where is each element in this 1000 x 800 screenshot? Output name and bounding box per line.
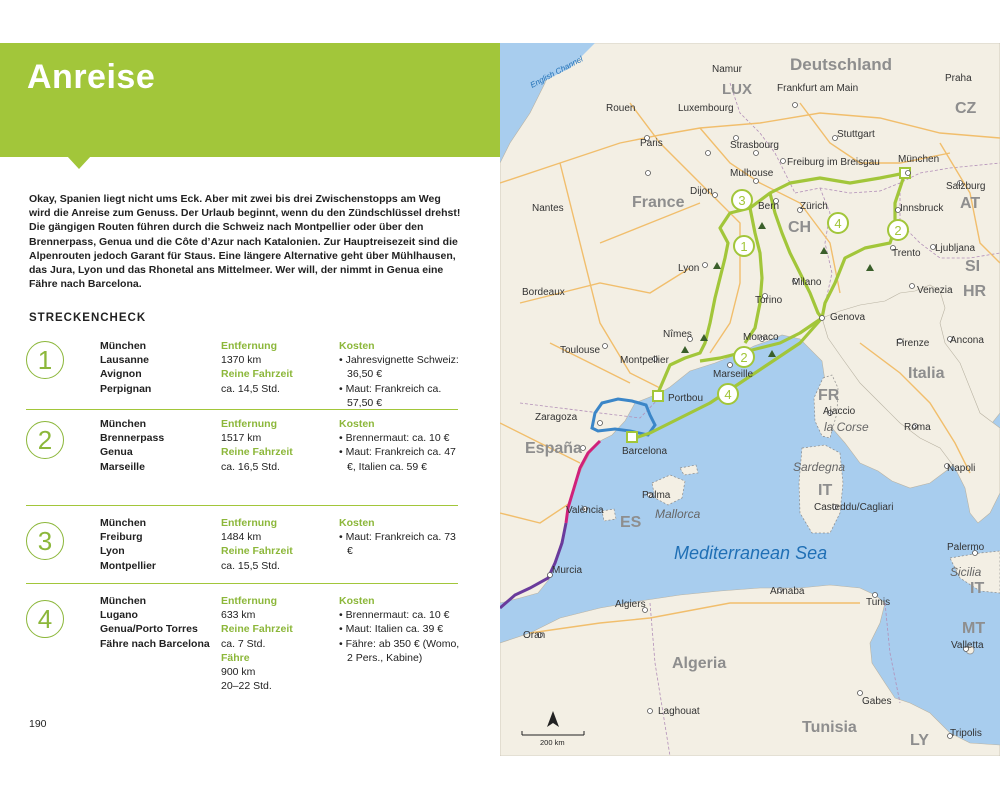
stop: Marseille [100,460,145,473]
distance-label: Entfernung [221,517,277,529]
city-label: Ancona [950,335,984,346]
city-label: Lyon [678,263,700,274]
route-number-circle: 4 [26,600,64,638]
time-value: ca. 14,5 Std. [221,382,280,395]
route-number-circle: 1 [26,341,64,379]
label-hr: HR [963,283,987,300]
label-si: SI [965,258,981,275]
route-stops [100,516,220,573]
route-separator [26,583,458,584]
city-label: Zürich [800,201,828,212]
map-marker-2b: 2 [740,350,748,365]
map-marker-4a: 4 [834,216,842,231]
label-it-sicily: IT [970,580,985,597]
city-label: Stuttgart [837,129,875,140]
time-label: Reine Fahrzeit [221,446,293,459]
city-label: Venezia [917,285,953,296]
route-stops [100,339,220,396]
cost-label: Kosten [339,418,375,430]
time-value: ca. 7 Std. [221,637,266,650]
route-costs [339,594,464,665]
city-label: Milano [792,277,822,288]
city-label: Salzburg [946,181,986,192]
city-label: Rouen [606,103,636,114]
time-label: Reine Fahrzeit [221,545,293,558]
city-label: Trento [892,248,921,259]
label-france: France [632,194,685,211]
page-title: Anreise [27,58,156,96]
label-la-corse: la Corse [824,420,869,434]
route-stops [100,417,220,474]
city-label: Annaba [770,586,805,597]
stop: Brennerpass [100,432,165,445]
city-label: Valletta [951,640,984,651]
city-label: Praha [945,73,972,84]
label-at: AT [960,195,981,212]
city-label: Tunis [866,597,891,608]
distance-value: 633 km [221,609,256,622]
ferry-label: Fähre [221,651,250,664]
label-cz: CZ [955,100,977,117]
city-label: València [566,505,604,516]
city-label: Luxembourg [678,103,734,114]
cost-item: • Fähre: ab 350 € (Womo, 2 Pers., Kabine) [339,637,460,664]
city-label: Bordeaux [522,287,565,298]
city-label: Strasbourg [730,140,779,151]
label-ch: CH [788,219,812,236]
time-value: ca. 16,5 Std. [221,460,280,473]
label-mallorca: Mallorca [655,507,701,521]
city-label: Paris [640,138,663,149]
label-es: ES [620,514,642,531]
label-sardegna: Sardegna [793,460,846,474]
city-label: Casteddu/Cagliari [814,502,894,513]
stop: München [100,517,147,529]
label-sicilia: Sicilia [950,565,982,579]
route-stops [100,594,220,651]
label-ly: LY [910,732,929,749]
city-label: Oran [523,630,546,641]
map-marker-2a: 2 [894,223,902,238]
stop: München [100,595,147,607]
city-label: Montpellier [620,355,669,366]
stop: Genua/Porto Torres [100,623,198,636]
city-label: Zaragoza [535,412,578,423]
city-label: Nîmes [663,329,692,340]
city-label: Dijon [690,186,713,197]
stop: Avignon [100,368,142,381]
city-label: Genova [830,312,866,323]
cost-item: • Jahresvignette Schweiz: 36,50 € [339,354,459,381]
stop: München [100,418,147,430]
city-label: Monaco [743,332,779,343]
stop: Genua [100,446,133,459]
time-label: Reine Fahrzeit [221,623,293,636]
cost-item: • Maut: Frankreich ca. 73 € [339,531,456,558]
ferry-time: 20–22 Std. [221,680,272,693]
stop: Montpellier [100,559,157,572]
cost-label: Kosten [339,517,375,529]
route-costs [339,516,464,559]
map-marker-1: 1 [740,239,748,254]
distance-label: Entfernung [221,595,277,607]
route-map [500,43,1000,756]
route-distance [221,516,341,573]
cost-item: • Brennermaut: ca. 10 € [339,432,450,445]
label-mt: MT [962,620,986,637]
distance-value: 1370 km [221,354,262,367]
stop: Fähre nach Barcelona [100,637,210,650]
city-label: Laghouat [658,706,700,717]
city-label: Tripolis [950,728,982,739]
city-label: Ljubljana [935,243,976,254]
cost-item: • Brennermaut: ca. 10 € [339,609,450,622]
route-number-circle: 2 [26,421,64,459]
label-tunisia: Tunisia [802,719,857,736]
route-number-circle: 3 [26,522,64,560]
stop: Lugano [100,609,138,622]
label-fr: FR [818,387,840,404]
ferry-distance: 900 km [221,666,256,679]
time-label: Reine Fahrzeit [221,368,293,381]
label-espana: España [525,440,582,457]
city-label: Murcia [552,565,583,576]
label-it: IT [818,482,833,499]
distance-value: 1484 km [221,531,262,544]
city-label: München [898,154,940,165]
label-deutschland: Deutschland [790,55,893,74]
distance-value: 1517 km [221,432,262,445]
stop: Freiburg [100,531,143,544]
city-label: Freiburg im Breisgau [787,157,880,168]
city-label: Bern [758,201,780,212]
route-costs [339,417,464,474]
cost-item: • Maut: Frankreich ca. 57,50 € [339,382,442,409]
route-separator [26,409,458,410]
cost-label: Kosten [339,595,375,607]
city-label: Algiers [615,599,646,610]
scale-label: 200 km [540,738,565,747]
city-label: Frankfurt am Main [777,83,859,94]
city-label: Innsbruck [900,203,944,214]
city-label: Gabes [862,696,892,707]
stop: Lausanne [100,354,150,367]
label-lux: LUX [722,81,752,98]
distance-label: Entfernung [221,418,277,430]
intro-paragraph: Okay, Spanien liegt nicht ums Eck. Aber mit zwei bis drei Zwischenstopps am Weg wird die Anreise zum Genuss. Der Urlaub beginnt, wenn du den Zündschlüssel drehst! Die gängigen Routen führen durch die Schweiz nach Montpellier oder über den Brennerpass, Genua und die Côte d’Azur nach Katalonien. Zur Hauptreisezeit sind die Alpenrouten jedoch Garant für Staus. Eine längere Alternative geht über Mühlhausen, das Jura, Lyon und das Rhonetal ans Mittelmeer. Wer will, der nimmt in Genua eine Fähre nach Barcelona. [29,193,461,291]
stop: Perpignan [100,382,152,395]
route-distance [221,594,341,693]
map-marker-3: 3 [738,193,746,208]
ibiza-island [602,509,616,521]
stop: Lyon [100,545,125,558]
city-label: Ajaccio [823,406,856,417]
section-title: STRECKENCHECK [29,312,147,324]
city-label: Portbou [668,393,704,404]
cost-item: • Maut: Frankreich ca. 47 €, Italien ca. 59 € [339,446,456,473]
route-distance [221,417,341,474]
city-label: Firenze [896,338,930,349]
map-marker-4b: 4 [724,387,732,402]
city-label: Barcelona [622,446,668,457]
route-separator [26,505,458,506]
cost-label: Kosten [339,340,375,352]
page-number: 190 [29,718,47,730]
city-label: Palma [642,490,671,501]
city-label: Mulhouse [730,168,774,179]
route-distance [221,339,341,396]
city-label: Palermo [947,542,985,553]
city-label: Toulouse [560,345,601,356]
label-english-channel: English Channel [528,54,585,90]
label-mediterranean-sea: Mediterranean Sea [674,543,828,563]
time-value: ca. 15,5 Std. [221,559,280,572]
city-label: Nantes [532,203,564,214]
city-label: Torino [755,295,783,306]
header-notch [67,156,91,169]
stop: München [100,340,147,352]
cost-item: • Maut: Italien ca. 39 € [339,623,444,636]
city-label: Namur [712,64,743,75]
city-label: Roma [904,422,931,433]
label-italia: Italia [908,365,945,382]
city-label: Marseille [713,369,754,380]
label-algeria: Algeria [672,655,727,672]
route-costs [339,339,464,410]
distance-label: Entfernung [221,340,277,352]
city-label: Napoli [947,463,976,474]
